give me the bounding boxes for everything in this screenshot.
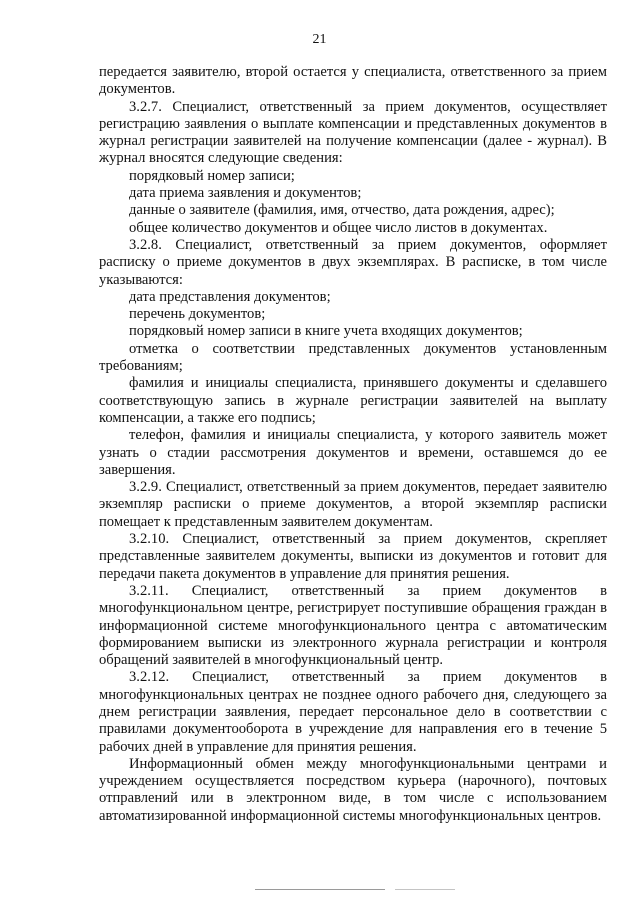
paragraph: данные о заявителе (фамилия, имя, отчество, дата рождения, адрес); <box>129 202 555 219</box>
paragraph: порядковый номер записи; <box>129 167 295 184</box>
paragraph: 3.2.9. Специалист, ответственный за прием документов, передает заявителю экземпляр расписки о приеме документов, а второй экземпляр расписки помещает к представленным заявителем документам. <box>99 479 607 530</box>
paragraph: отметка о соответствии представленных документов установленным требованиям; <box>99 340 607 375</box>
paragraph: перечень документов; <box>129 306 266 323</box>
paragraph: 3.2.11. Специалист, ответственный за прием документов в многофункциональном центре, регистрирует поступившие обращения граждан в информационной системе многофункционального центра с автоматическим формированием выписки из электронного журнала регистрации и контроля обращений заявителей в многофункциональный центр. <box>99 582 607 669</box>
document-body <box>99 64 607 825</box>
paragraph: 3.2.8. Специалист, ответственный за прием документов, оформляет расписку о приеме документов в двух экземплярах. В расписке, в том числе указываются: <box>99 236 607 288</box>
paragraph: фамилия и инициалы специалиста, принявшего документы и сделавшего соответствующую запись в журнале регистрации заявителей на выплату компенсации, а также его подпись; <box>99 375 607 426</box>
paragraph: 3.2.12. Специалист, ответственный за прием документов в многофункциональных центрах не позднее одного рабочего дня, следующего за днем регистрации заявления, передает персональное дело в соответствии с правилами документооборота в учреждение для направления его в течение 5 рабочих дней в управление для принятия решения. <box>99 669 607 755</box>
paragraph: 3.2.7. Специалист, ответственный за прием документов, осуществляет регистрацию заявления о выплате компенсации и представленных документов в журнал регистрации заявителей на получение компенсации (далее - журнал). В журнал вносятся следующие сведения: <box>99 98 607 167</box>
paragraph: дата приема заявления и документов; <box>129 185 362 202</box>
paragraph: порядковый номер записи в книге учета входящих документов; <box>129 323 523 340</box>
paragraph: телефон, фамилия и инициалы специалиста, у которого заявитель может узнать о стадии рассмотрения документов и времени, оставшемся до ее завершения. <box>99 427 607 478</box>
page-number: 21 <box>312 32 327 47</box>
paragraph: 3.2.10. Специалист, ответственный за прием документов, скрепляет представленные заявителем документы, выписки из документов и готовит для передачи пакета документов в управление для принятия решения. <box>99 531 607 582</box>
footer-rule-short <box>395 889 455 890</box>
paragraph: передается заявителю, второй остается у специалиста, ответственного за прием документов. <box>99 64 607 98</box>
footer-rule <box>255 889 385 890</box>
paragraph: общее количество документов и общее число листов в документах. <box>129 219 548 236</box>
paragraph: дата представления документов; <box>129 288 331 305</box>
paragraph: Информационный обмен между многофункциональными центрами и учреждением осуществляется посредством курьера (нарочного), почтовых отправлений или в электронном виде, в том числе с использованием автоматизированной информационной системы многофункциональных центров. <box>99 755 607 824</box>
